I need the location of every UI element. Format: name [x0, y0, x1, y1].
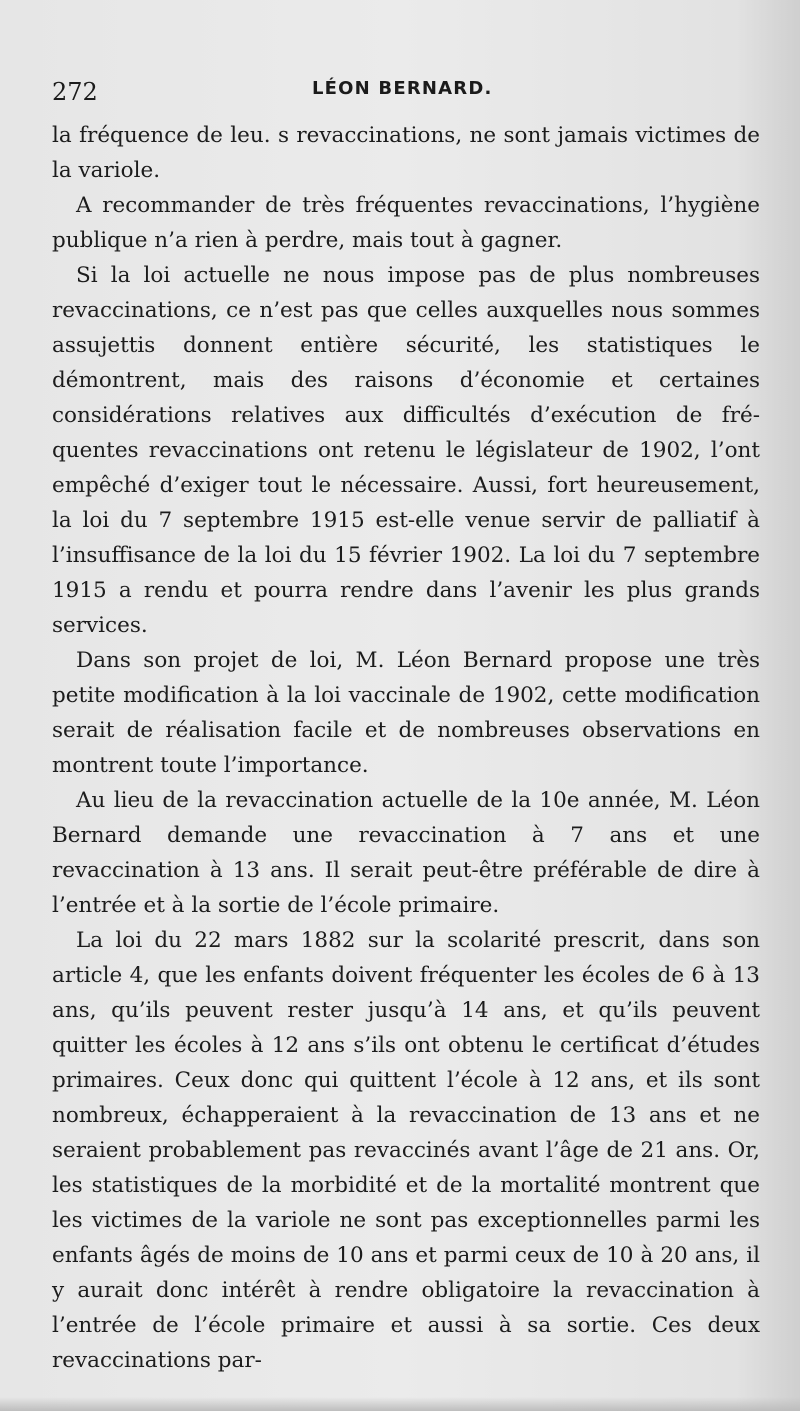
page-number: 272 [52, 78, 98, 106]
paragraph: A recommander de très fréquentes revaccinations, l’hygiène publique n’a rien à perdre, mais tout à gagner. [52, 193, 760, 253]
body-text [52, 118, 760, 1378]
paragraph: Dans son projet de loi, M. Léon Bernard propose une très petite modification à la loi vaccinale de 1902, cette modification serait de réalisation facile et de nombreuses observations en montrent toute l’importance. [52, 648, 760, 778]
running-head: LÉON BERNARD. [312, 78, 493, 99]
paragraph: la fréquence de leu. s revaccinations, ne sont jamais victimes de la variole. [52, 123, 760, 183]
paragraph: Au lieu de la revaccination actuelle de la 10e année, M. Léon Bernard demande une revaccination à 7 ans et une revaccination à 13 ans. Il serait peut-être préférable de dire à l’entrée et à la sortie de l’école primaire. [52, 788, 760, 918]
paragraph: La loi du 22 mars 1882 sur la scolarité prescrit, dans son article 4, que les enfants doivent fréquenter les écoles de 6 à 13 ans, qu’ils peuvent rester jusqu’à 14 ans, et qu’ils peuvent quitter les écoles à 12 ans s’ils ont obtenu le certificat d’études primaires. Ceux donc qui quittent l’école à 12 ans, et ils sont nombreux, échapperaient à la revaccination de 13 ans et ne seraient probablement pas revaccinés avant l’âge de 21 ans. Or, les statistiques de la morbidité et de la mortalité montrent que les victimes de la variole ne sont pas exceptionnelles parmi les enfants âgés de moins de 10 ans et parmi ceux de 10 à 20 ans, il y aurait donc intérêt à rendre obligatoire la revaccination à l’entrée de l’école primaire et aussi à sa sortie. Ces deux revaccinations par- [52, 928, 760, 1373]
paragraph: Si la loi actuelle ne nous impose pas de plus nombreuses revaccinations, ce n’est pas que celles auxquelles nous sommes assujettis donnent entière sécurité, les statistiques le démontrent, mais des raisons d’économie et certaines considérations relatives aux difficultés d’exécution de fréquentes revaccinations ont retenu le législateur de 1902, l’ont empêché d’exiger tout le nécessaire. Aussi, fort heureusement, la loi du 7 septembre 1915 est-elle venue servir de palliatif à l’insuffisance de la loi du 15 février 1902. La loi du 7 septembre 1915 a rendu et pourra rendre dans l’avenir les plus grands services. [52, 263, 760, 638]
page-header [52, 74, 752, 106]
